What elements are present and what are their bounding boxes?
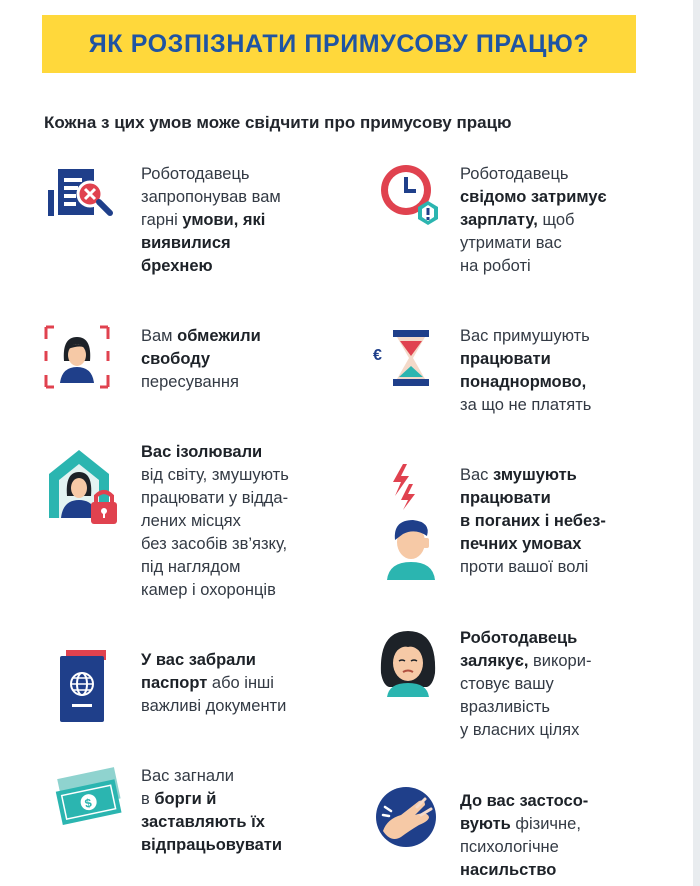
condition-line bbox=[460, 627, 670, 650]
page-edge bbox=[693, 0, 700, 886]
condition-line bbox=[141, 695, 351, 718]
condition-line bbox=[460, 719, 670, 742]
document-cross-icon bbox=[48, 166, 116, 224]
condition-line bbox=[460, 348, 670, 371]
condition-line bbox=[141, 672, 351, 695]
condition-line bbox=[141, 533, 351, 556]
condition-line bbox=[460, 232, 670, 255]
text-segment: Роботодавець bbox=[141, 165, 250, 183]
condition-line bbox=[141, 325, 351, 348]
text-segment: утримати вас bbox=[460, 234, 562, 252]
bold-text: залякує, bbox=[460, 652, 529, 670]
condition-line bbox=[141, 209, 351, 232]
bold-text: насильство bbox=[460, 861, 557, 879]
bold-text: брехнею bbox=[141, 257, 213, 275]
text-segment: працювати у відда- bbox=[141, 489, 289, 507]
condition-line bbox=[460, 673, 670, 696]
condition-line bbox=[460, 510, 670, 533]
text-segment: камер і охоронців bbox=[141, 581, 276, 599]
text-segment: за що не платять bbox=[460, 396, 592, 414]
text-segment: в bbox=[141, 790, 155, 808]
page-subtitle: Кожна з цих умов може свідчити про примусову працю bbox=[44, 113, 512, 132]
person-frame-icon bbox=[44, 325, 110, 389]
condition-line bbox=[460, 464, 670, 487]
text-segment: від світу, змушують bbox=[141, 466, 289, 484]
condition-line bbox=[460, 859, 670, 882]
bold-text: Роботодавець bbox=[460, 629, 578, 647]
bold-text: змушують bbox=[493, 466, 577, 484]
condition-line bbox=[141, 579, 351, 602]
bold-text: свідомо затримує bbox=[460, 188, 607, 206]
condition-line bbox=[141, 834, 351, 857]
condition-line bbox=[141, 464, 351, 487]
condition-line bbox=[460, 650, 670, 673]
violence-hand-icon bbox=[375, 785, 437, 849]
condition-line bbox=[141, 649, 351, 672]
condition-line bbox=[141, 788, 351, 811]
text-segment: стовує вашу bbox=[460, 675, 554, 693]
bold-text: вують bbox=[460, 815, 511, 833]
condition-line bbox=[460, 209, 670, 232]
lightning-worker-icon bbox=[381, 462, 439, 582]
condition-line bbox=[460, 790, 670, 813]
condition-6-text bbox=[460, 464, 670, 579]
bold-text: борги й bbox=[154, 790, 217, 808]
bold-text: умови, які bbox=[182, 211, 266, 229]
text-segment: пересування bbox=[141, 373, 239, 391]
condition-line bbox=[460, 325, 670, 348]
passport-icon bbox=[58, 650, 108, 724]
text-segment: Вам bbox=[141, 327, 178, 345]
condition-line bbox=[460, 696, 670, 719]
text-segment: викори- bbox=[528, 652, 592, 670]
condition-line bbox=[141, 510, 351, 533]
bold-text: свободу bbox=[141, 350, 211, 368]
condition-line bbox=[141, 255, 351, 278]
text-segment: лених місцях bbox=[141, 512, 241, 530]
clock-warning-icon bbox=[376, 162, 442, 230]
bold-text: Вас ізолювали bbox=[141, 443, 263, 461]
condition-line bbox=[460, 394, 670, 417]
condition-line bbox=[460, 533, 670, 556]
condition-line bbox=[460, 556, 670, 579]
text-segment: психологічне bbox=[460, 838, 559, 856]
bold-text: виявилися bbox=[141, 234, 231, 252]
condition-2-text bbox=[460, 163, 670, 278]
bold-text: відпрацьовувати bbox=[141, 836, 283, 854]
condition-line bbox=[141, 441, 351, 464]
condition-1-text bbox=[141, 163, 351, 278]
text-segment: або інші bbox=[207, 674, 274, 692]
condition-line bbox=[141, 487, 351, 510]
condition-line bbox=[460, 813, 670, 836]
condition-line bbox=[141, 186, 351, 209]
condition-line bbox=[460, 163, 670, 186]
text-segment: Вас загнали bbox=[141, 767, 234, 785]
text-segment: важливі документи bbox=[141, 697, 287, 715]
bold-text: в поганих і небез- bbox=[460, 512, 606, 530]
condition-8-text bbox=[460, 627, 670, 742]
bold-text: обмежили bbox=[177, 327, 261, 345]
text-segment: на роботі bbox=[460, 257, 531, 275]
svg-text:$: $ bbox=[83, 795, 93, 811]
text-segment: без засобів зв’язку, bbox=[141, 535, 288, 553]
text-segment: проти вашої волі bbox=[460, 558, 589, 576]
bold-text: паспорт bbox=[141, 674, 208, 692]
condition-line bbox=[460, 371, 670, 394]
text-segment: у власних цілях bbox=[460, 721, 580, 739]
bold-text: печних умовах bbox=[460, 535, 582, 553]
condition-5-text bbox=[141, 441, 351, 602]
condition-line bbox=[460, 487, 670, 510]
money-bills-icon bbox=[52, 765, 126, 833]
condition-line bbox=[141, 811, 351, 834]
bold-text: зарплату, bbox=[460, 211, 538, 229]
scared-woman-icon bbox=[377, 627, 439, 697]
condition-3-text bbox=[141, 325, 351, 394]
condition-10-text bbox=[460, 790, 670, 882]
bold-text: До вас застосо- bbox=[460, 792, 589, 810]
text-segment: запропонував вам bbox=[141, 188, 281, 206]
page-title: ЯК РОЗПІЗНАТИ ПРИМУСОВУ ПРАЦЮ? bbox=[88, 30, 590, 58]
text-segment: Вас примушують bbox=[460, 327, 590, 345]
bold-text: понаднормово, bbox=[460, 373, 587, 391]
condition-line bbox=[460, 836, 670, 859]
condition-line bbox=[141, 348, 351, 371]
bold-text: працювати bbox=[460, 489, 551, 507]
text-segment: Вас bbox=[460, 466, 494, 484]
condition-line bbox=[460, 255, 670, 278]
condition-4-text bbox=[460, 325, 670, 417]
svg-text:€: € bbox=[373, 347, 382, 364]
condition-line bbox=[141, 163, 351, 186]
condition-line bbox=[141, 556, 351, 579]
bold-text: заставляють їх bbox=[141, 813, 265, 831]
condition-line bbox=[141, 232, 351, 255]
hourglass-euro-icon bbox=[373, 328, 435, 388]
condition-line bbox=[460, 186, 670, 209]
condition-7-text bbox=[141, 649, 351, 718]
bold-text: У вас забрали bbox=[141, 651, 256, 669]
isolated-person-lock-icon bbox=[47, 446, 123, 530]
condition-line bbox=[141, 371, 351, 394]
text-segment: фізичне, bbox=[510, 815, 581, 833]
text-segment: під наглядом bbox=[141, 558, 241, 576]
condition-9-text bbox=[141, 765, 351, 857]
bold-text: працювати bbox=[460, 350, 551, 368]
text-segment: щоб bbox=[537, 211, 575, 229]
text-segment: гарні bbox=[141, 211, 183, 229]
text-segment: Роботодавець bbox=[460, 165, 569, 183]
condition-line bbox=[141, 765, 351, 788]
text-segment: вразливість bbox=[460, 698, 550, 716]
